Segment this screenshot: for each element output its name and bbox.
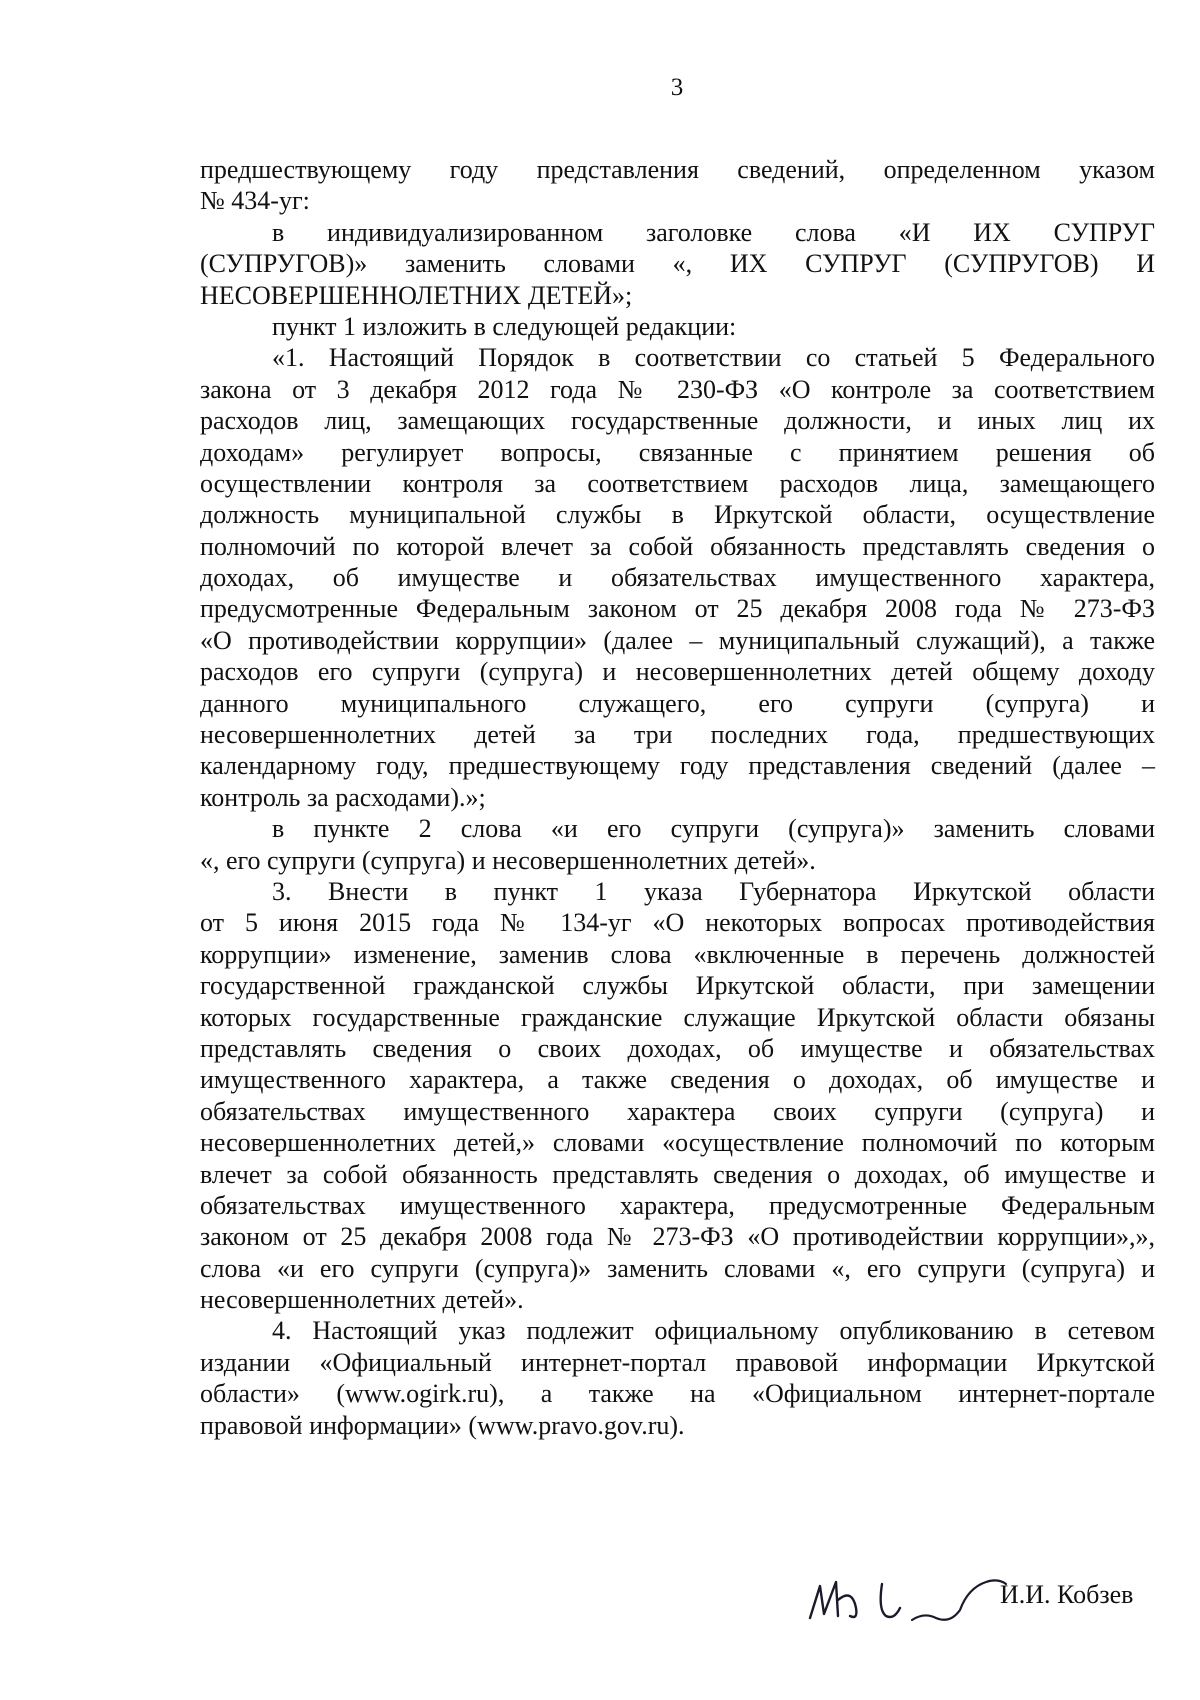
body-line: (СУПРУГОВ)» заменить словами «, ИХ СУПРУГ (СУПРУГОВ) И — [200, 249, 1155, 279]
body-line: слова «и его супруги (супруга)» заменить словами «, его супруги (супруга) и — [200, 1253, 1155, 1283]
body-line: в пункте 2 слова «и его супруги (супруга)» заменить словами — [272, 814, 1155, 844]
body-line: № 434-уг: — [200, 186, 310, 216]
body-line: правовой информации» (www.pravo.gov.ru). — [200, 1410, 685, 1440]
body-line: доходам» регулирует вопросы, связанные с принятием решения об — [200, 437, 1155, 467]
body-line: календарному году, предшествующему году представления сведений (далее – — [200, 751, 1155, 781]
body-line: «1. Настоящий Порядок в соответствии со статьей 5 Федерального — [272, 343, 1155, 373]
body-line: пункт 1 изложить в следующей редакции: — [272, 311, 737, 341]
body-line: предшествующему году представления сведений, определенном указом — [200, 155, 1155, 184]
body-line: несовершеннолетних детей,» словами «осуществление полномочий по которым — [200, 1128, 1155, 1158]
body-line: предусмотренные Федеральным законом от 25 декабря 2008 года № 273-ФЗ — [200, 594, 1155, 624]
body-line: обязательствах имущественного характера своих супруги (супруга) и — [200, 1096, 1155, 1126]
body-line: от 5 июня 2015 года № 134-уг «О некоторых вопросах противодействия — [200, 908, 1155, 938]
body-line: несовершеннолетних детей». — [200, 1285, 524, 1315]
body-line: расходов его супруги (супруга) и несовершеннолетних детей общему доходу — [200, 657, 1155, 687]
body-line: должность муниципальной службы в Иркутской области, осуществление — [200, 500, 1155, 530]
body-line: влечет за собой обязанность представлять сведения о доходах, об имуществе и — [200, 1159, 1155, 1189]
body-line: 4. Настоящий указ подлежит официальному опубликованию в сетевом — [272, 1316, 1155, 1346]
body-line: контроль за расходами).»; — [200, 782, 486, 812]
body-line: области» (www.ogirk.ru), а также на «Официальном интернет-портале — [200, 1379, 1155, 1409]
body-line: расходов лиц, замещающих государственные должности, и иных лиц их — [200, 406, 1155, 436]
signer-name: И.И. Кобзев — [1000, 1580, 1134, 1609]
body-line: осуществлении контроля за соответствием расходов лица, замещающего — [200, 468, 1155, 498]
body-line: доходах, об имуществе и обязательствах имущественного характера, — [200, 563, 1155, 593]
body-line: обязательствах имущественного характера, предусмотренные Федеральным — [200, 1190, 1155, 1220]
body-line: законом от 25 декабря 2008 года № 273-ФЗ «О противодействии коррупции»,», — [200, 1222, 1155, 1252]
body-line: полномочий по которой влечет за собой обязанность представлять сведения о — [200, 531, 1155, 561]
body-line: НЕСОВЕРШЕННОЛЕТНИХ ДЕТЕЙ»; — [200, 280, 633, 310]
body-line: в индивидуализированном заголовке слова «И ИХ СУПРУГ — [272, 217, 1155, 247]
body-line: несовершеннолетних детей за три последних года, предшествующих — [200, 720, 1155, 750]
body-line: данного муниципального служащего, его супруги (супруга) и — [200, 688, 1155, 718]
body-line: имущественного характера, а также сведения о доходах, об имуществе и — [200, 1065, 1155, 1095]
document-body — [200, 154, 1155, 1441]
page-number: 3 — [670, 74, 684, 101]
signature-block — [800, 1558, 1160, 1638]
body-line: 3. Внести в пункт 1 указа Губернатора Иркутской области — [272, 876, 1155, 906]
body-line: «, его супруги (супруга) и несовершеннолетних детей». — [200, 845, 816, 875]
body-line: государственной гражданской службы Иркутской области, при замещении — [200, 971, 1155, 1001]
handwritten-signature — [800, 1558, 1010, 1638]
body-line: представлять сведения о своих доходах, об имуществе и обязательствах — [200, 1033, 1155, 1063]
body-line: коррупции» изменение, заменив слова «включенные в перечень должностей — [200, 939, 1155, 969]
body-line: закона от 3 декабря 2012 года № 230-ФЗ «О контроле за соответствием — [200, 374, 1155, 404]
body-line: издании «Официальный интернет-портал правовой информации Иркутской — [200, 1347, 1155, 1377]
body-line: которых государственные гражданские служащие Иркутской области обязаны — [200, 1002, 1155, 1032]
body-line: «О противодействии коррупции» (далее – муниципальный служащий), а также — [200, 625, 1155, 655]
